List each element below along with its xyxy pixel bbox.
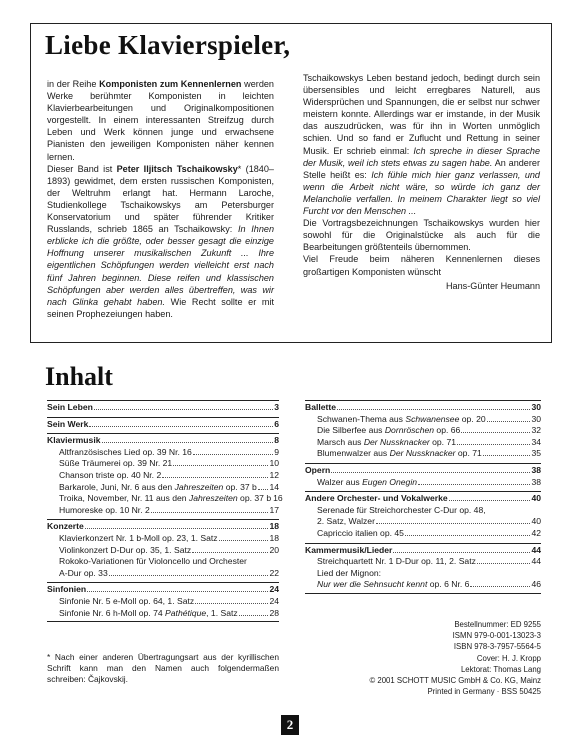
toc-entry-label: Streichquartett Nr. 1 D-Dur op. 11, 2. Satz: [317, 556, 476, 567]
toc-entry: [305, 505, 541, 517]
toc-leader-dots: [457, 444, 530, 445]
toc-section-heading: [305, 493, 541, 505]
toc-leader-dots: [89, 426, 273, 427]
toc-entry: [47, 608, 279, 620]
toc-leader-dots: [487, 421, 531, 422]
toc-section: [305, 400, 541, 460]
toc-entry: [305, 414, 541, 426]
toc-page-number: 40: [531, 516, 541, 527]
toc-page-number: 10: [269, 458, 279, 469]
toc-entry-label: Die Silberfee aus Dornröschen op. 66: [317, 425, 461, 436]
toc-page-number: 18: [269, 532, 279, 543]
left-paragraph: Dieser Band ist Peter Iljitsch Tschaikowsky* (1840–1893) gewidmet, dem ersten russischen Komponisten, der Weltruhm erlangt hat. Hermann Laroche, Studienkollege Tschaikowskys am Petersburger Konservatorium und später führender Kritiker Russlands, schrieb 1865 an Tschaikowsky: In Ihnen erblicke ich die größte, oder besser gesagt die einzige Hoffnung unserer musikalischen Zukunft ... Ihre eigentlichen Schöpfungen werden vielleicht erst nach fünf Jahren beginnen. Diese reifen und klassischen Schöpfungen aber werden alles übertreffen, was wir nach Glinka gehabt haben. Wie Recht sollte er mit seinen Prophezeiungen haben.: [47, 163, 274, 319]
toc-leader-dots: [483, 455, 531, 456]
toc-leader-dots: [470, 586, 530, 587]
toc-bottom-rule: [47, 621, 279, 622]
toc-entry-label: Violinkonzert D-Dur op. 35, 1. Satz: [59, 544, 192, 555]
toc-entry: [47, 458, 279, 470]
toc-section-heading: [305, 545, 541, 557]
page-number: 2: [281, 715, 299, 735]
toc-entry-label: Altfranzösisches Lied op. 39 Nr. 16: [59, 446, 192, 457]
footnote: * Nach einer anderen Übertragungsart aus der kyrillischen Schrift kann man den Namen auch folgendermaßen schreiben: Čajkovskij.: [47, 652, 279, 684]
toc-page-number: 42: [531, 527, 541, 538]
toc-entry-label: Nur wer die Sehnsucht kennt op. 6 Nr. 6: [317, 579, 470, 590]
toc-page-number: 30: [531, 413, 541, 424]
intro-title: Liebe Klavierspieler,: [45, 30, 291, 60]
toc-entry: [47, 545, 279, 557]
toc-entry-label: Rokoko-Variationen für Violoncello und Orchester: [59, 556, 247, 567]
contents-left-column: [47, 400, 283, 622]
toc-entry-label: Klavierkonzert Nr. 1 b-Moll op. 23, 1. Satz: [59, 532, 218, 543]
toc-section: [305, 543, 541, 591]
toc-bottom-rule: [305, 593, 541, 594]
right-paragraph: Tschaikowskys Leben bestand jedoch, bedingt durch sein übersensibles und leicht erregbares Naturell, aus Widersprüchen und Spannungen, die er selbst nur schwer meistern konnte. Allerdings war er imstande, in der Musik das auszudrücken, was für ihn in Worten unmöglich schien. Und so fand er Zuflucht und Rettung in seiner Musik. Er schrieb einmal: Ich spreche in dieser Sprache der Musik, weil ich stets etwas zu sagen habe. An anderer Stelle heißt es: Ich fühle mich hier ganz verlassen, und wenn die Arbeit nicht wäre, so würde ich ganz der Melancholie verfallen. In meinem Charakter liegt so viel Furcht vor den Menschen ...: [303, 73, 541, 217]
toc-entry: [305, 437, 541, 449]
toc-page-number: 9: [274, 446, 279, 457]
toc-entry-label: Serenade für Streichorchester C-Dur op. 48,: [317, 504, 486, 515]
toc-leader-dots: [461, 432, 530, 433]
imprint-line: Printed in Germany · BSS 50425: [427, 687, 541, 697]
toc-page-number: 8: [274, 435, 279, 446]
toc-page-number: 38: [531, 464, 541, 475]
toc-page-number: 24: [269, 595, 279, 606]
toc-entry-label: Chanson triste op. 40 Nr. 2: [59, 469, 162, 480]
toc-leader-dots: [109, 575, 269, 576]
toc-page-number: 16: [273, 493, 283, 504]
toc-entry: [47, 447, 279, 459]
toc-page-number: 17: [269, 504, 279, 515]
toc-leader-dots: [195, 603, 268, 604]
right-paragraph: Viel Freude beim näheren Kennenlernen dieses großartigen Komponisten wünscht: [303, 254, 540, 277]
toc-section-heading: [305, 465, 541, 477]
toc-page-number: 40: [531, 493, 541, 504]
toc-section-heading: [47, 584, 279, 596]
toc-leader-dots: [487, 512, 540, 513]
toc-entry: [305, 579, 541, 591]
toc-leader-dots: [382, 575, 540, 576]
toc-leader-dots: [405, 535, 530, 536]
toc-leader-dots: [393, 552, 530, 553]
imprint-line: Cover: H. J. Kropp: [476, 653, 541, 663]
toc-entry: [47, 505, 279, 517]
toc-leader-dots: [151, 512, 269, 513]
signature: Hans-Günter Heumann: [445, 280, 540, 291]
toc-entry-label: 2. Satz, Walzer: [317, 516, 375, 527]
toc-page-number: 24: [269, 584, 279, 595]
toc-section: [47, 400, 279, 414]
toc-entry-label: Kammermusik/Lieder: [305, 544, 393, 555]
toc-leader-dots: [248, 563, 278, 564]
toc-entry-label: Süße Träumerei op. 39 Nr. 21: [59, 458, 173, 469]
toc-entry: [47, 596, 279, 608]
imprint-line: Lektorat: Thomas Lang: [460, 664, 541, 674]
toc-section: [47, 519, 279, 579]
toc-entry-label: Konzerte: [47, 521, 84, 532]
toc-page-number: 6: [274, 418, 279, 429]
toc-entry-label: Lied der Mignon:: [317, 567, 382, 578]
toc-page-number: 44: [531, 556, 541, 567]
toc-page-number: 22: [269, 567, 279, 578]
toc-entry: [47, 482, 279, 494]
toc-leader-dots: [193, 454, 273, 455]
toc-entry-label: Sinfonie Nr. 6 h-Moll op. 74 Pathétique, 1. Satz: [59, 607, 238, 618]
toc-section: [305, 463, 541, 488]
toc-entry-label: Walzer aus Eugen Onegin: [317, 476, 418, 487]
toc-leader-dots: [219, 540, 269, 541]
imprint-line: © 2001 SCHOTT MUSIC GmbH & Co. KG, Mainz: [369, 676, 541, 686]
toc-leader-dots: [192, 552, 268, 553]
toc-entry-label: Sinfonie Nr. 5 e-Moll op. 64, 1. Satz: [59, 595, 195, 606]
toc-entry: [305, 556, 541, 568]
toc-section-heading: [305, 402, 541, 414]
toc-page-number: 14: [269, 481, 279, 492]
toc-entry-label: Blumenwalzer aus Der Nussknacker op. 71: [317, 448, 482, 459]
toc-entry-label: Andere Orchester- und Vokalwerke: [305, 493, 448, 504]
toc-entry-label: Capriccio italien op. 45: [317, 527, 404, 538]
toc-page-number: 28: [269, 607, 279, 618]
toc-entry-label: Ballette: [305, 402, 337, 412]
toc-section: [47, 582, 279, 619]
toc-entry: [305, 568, 541, 580]
toc-leader-dots: [173, 465, 268, 466]
toc-section: [305, 491, 541, 539]
imprint-line: ISBN 978-3-7957-5564-5: [453, 642, 541, 652]
toc-entry: [305, 477, 541, 489]
toc-leader-dots: [337, 409, 530, 410]
toc-leader-dots: [477, 563, 531, 564]
toc-entry-label: A-Dur op. 33: [59, 567, 108, 578]
toc-leader-dots: [258, 489, 269, 490]
intro-left-column: [47, 78, 274, 320]
toc-section-heading: [47, 402, 279, 414]
imprint-line: Bestellnummer: ED 9255: [454, 620, 541, 629]
imprint-block: [301, 619, 541, 697]
toc-entry-label: Marsch aus Der Nussknacker op. 71: [317, 436, 456, 447]
toc-leader-dots: [239, 615, 269, 616]
toc-page-number: 34: [531, 436, 541, 447]
toc-entry-label: Opern: [305, 464, 331, 475]
contents-right-column: [305, 400, 541, 594]
toc-section-heading: [47, 521, 279, 533]
toc-page-number: 44: [531, 544, 541, 555]
toc-entry: [47, 493, 283, 505]
toc-page-number: 30: [531, 402, 541, 412]
toc-leader-dots: [449, 500, 531, 501]
toc-leader-dots: [418, 484, 530, 485]
toc-page-number: 3: [274, 402, 279, 412]
imprint-line: ISMN 979-0-001-13023-3: [452, 631, 541, 641]
toc-entry-label: Humoreske op. 10 Nr. 2: [59, 504, 150, 515]
toc-entry: [47, 470, 279, 482]
toc-entry: [47, 556, 279, 568]
toc-entry: [47, 568, 279, 580]
toc-leader-dots: [331, 472, 530, 473]
toc-page-number: 18: [269, 521, 279, 532]
toc-page-number: 12: [269, 469, 279, 480]
toc-entry-label: Troika, November, Nr. 11 aus den Jahreszeiten op. 37 b: [59, 493, 272, 504]
toc-page-number: 46: [531, 579, 541, 590]
toc-entry-label: Klaviermusik: [47, 435, 101, 446]
toc-entry: [305, 448, 541, 460]
toc-section: [47, 433, 283, 516]
toc-entry: [305, 516, 541, 528]
toc-leader-dots: [162, 477, 268, 478]
toc-entry: [305, 425, 541, 437]
toc-entry-label: Sein Leben: [47, 402, 93, 412]
toc-leader-dots: [94, 409, 273, 410]
intro-right-column: [303, 72, 540, 292]
left-paragraph: in der Reihe Komponisten zum Kennenlernen werden Werke berühmter Komponisten in leichten Klavierbearbeitungen und Originalkompositionen vorgestellt. In einem interessanten Streifzug durch Leben und Werk können junge und erwachsene Pianisten den jeweiligen Komponisten näher kennen lernen.: [47, 79, 274, 162]
toc-entry-label: Barkarole, Juni, Nr. 6 aus den Jahreszeiten op. 37 b: [59, 481, 257, 492]
toc-page-number: 35: [531, 448, 541, 459]
toc-leader-dots: [85, 528, 269, 529]
toc-page-number: 32: [531, 425, 541, 436]
toc-leader-dots: [102, 442, 274, 443]
toc-leader-dots: [87, 591, 268, 592]
toc-page-number: 20: [269, 544, 279, 555]
toc-entry-label: Sinfonien: [47, 584, 87, 595]
right-paragraph: Die Vortragsbezeichnungen Tschaikowskys wurden hier sowohl für die Originalstücke als auch für die Bearbeitungen größtenteils übernommen.: [303, 218, 540, 253]
contents-title: Inhalt: [45, 362, 113, 391]
toc-section-heading: [47, 419, 279, 431]
toc-entry: [305, 528, 541, 540]
toc-section-heading: [47, 435, 279, 447]
toc-entry: [47, 533, 279, 545]
toc-entry-label: Sein Werk: [47, 418, 89, 429]
toc-page-number: 38: [531, 476, 541, 487]
toc-section: [47, 417, 279, 431]
toc-leader-dots: [376, 523, 530, 524]
toc-entry-label: Schwanen-Thema aus Schwanensee op. 20: [317, 413, 486, 424]
